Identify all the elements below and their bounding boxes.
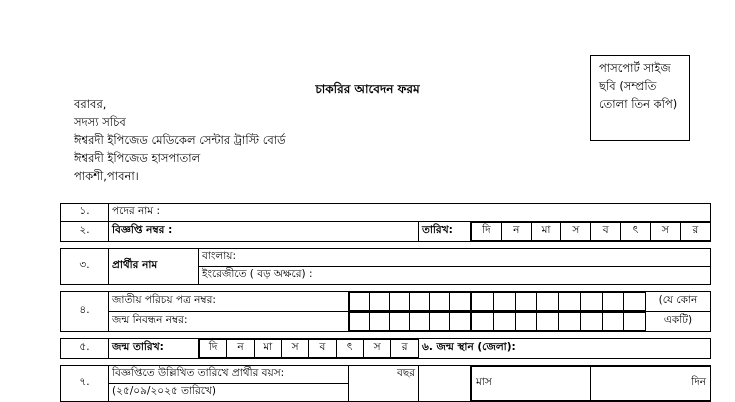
- row-age: [61, 366, 711, 384]
- form-title: চাকরির আবেদন ফরম: [315, 82, 420, 96]
- name-bangla-label: বাংলায়:: [202, 250, 236, 262]
- age-date-note: (২৫/০৯/২০২৫ তারিখে): [109, 384, 349, 402]
- post-name-label: পদের নাম :: [112, 205, 160, 217]
- date-cell[interactable]: ন: [501, 223, 531, 241]
- post-name-field[interactable]: [109, 204, 711, 222]
- row-num: ২.: [61, 222, 109, 242]
- row-circular: [61, 222, 711, 242]
- row-post-name: [61, 204, 711, 222]
- age-month-label[interactable]: মাস: [472, 367, 591, 401]
- row-num: ৪.: [61, 292, 109, 332]
- age-day-label[interactable]: দিন: [591, 367, 710, 401]
- age-label: বিজ্ঞপ্তিতে উল্লিখিত তারিখে প্রার্থীর বয়স:: [109, 366, 349, 384]
- name-english-field[interactable]: [199, 267, 711, 285]
- date-cell[interactable]: স: [650, 223, 680, 241]
- row-num: ৩.: [61, 249, 109, 285]
- dob-cell[interactable]: মা: [254, 340, 281, 358]
- birthplace-label: ৬. জন্ম স্থান (জেলা):: [422, 341, 516, 353]
- dob-cell[interactable]: স: [363, 340, 390, 358]
- address-line-5: পাকশী,পাবনা।: [74, 169, 139, 183]
- nid-boxes-2[interactable]: [471, 292, 711, 312]
- date-cell[interactable]: স: [561, 223, 591, 241]
- name-bangla-field[interactable]: [199, 249, 711, 267]
- address-line-4: ঈশ্বরদী ইপিজেড হাসপাতাল: [74, 151, 201, 165]
- dob-label: জন্ম তারিখ:: [109, 339, 199, 359]
- age-year-field[interactable]: [349, 366, 419, 402]
- birth-reg-label: জন্ম নিবন্ধন নম্বর:: [109, 312, 349, 332]
- photo-box-line1: পাসপোর্ট সাইজ: [599, 61, 671, 75]
- row-applicant-name-bn: [61, 249, 711, 267]
- address-line-3: ঈশ্বরদী ইপিজেড মেডিকেল সেন্টার ট্রাস্টি বোর্ড: [74, 133, 286, 147]
- address-line-2: সদস্য সচিব: [74, 115, 126, 129]
- address-line-1: বরাবর,: [74, 97, 107, 111]
- nid-boxes[interactable]: [349, 292, 471, 312]
- circular-date-label: তারিখ:: [419, 222, 471, 242]
- dob-cell[interactable]: স: [281, 340, 308, 358]
- row-num: ৭.: [61, 366, 109, 402]
- date-cell[interactable]: মা: [531, 223, 561, 241]
- date-cell[interactable]: ব: [591, 223, 621, 241]
- nid-label: জাতীয় পরিচয় পত্র নম্বর:: [109, 292, 349, 312]
- photo-box-line3: তোলা তিন কপি): [599, 97, 678, 111]
- age-month-day-field: [471, 366, 711, 402]
- row-num: ৫.: [61, 339, 109, 359]
- row-birth-reg: [61, 312, 711, 332]
- either-one-note-2: একটি): [663, 314, 693, 326]
- dob-cell[interactable]: ন: [227, 340, 254, 358]
- birthplace-field[interactable]: [419, 339, 711, 359]
- name-english-label: ইংরেজীতে ( বড় অক্ষরে) :: [202, 268, 313, 280]
- dob-boxes: [199, 339, 419, 359]
- circular-number-field[interactable]: [109, 222, 419, 242]
- circular-number-label: বিজ্ঞপ্তি নম্বর :: [112, 224, 173, 236]
- row-nid: [61, 292, 711, 312]
- age-month-field[interactable]: [419, 366, 471, 402]
- birth-reg-boxes[interactable]: [349, 312, 471, 332]
- dob-cell[interactable]: ৎ: [336, 340, 363, 358]
- age-year-label: বছর: [397, 367, 415, 379]
- applicant-name-label: প্রার্থীর নাম: [109, 249, 199, 285]
- photo-box-line2: ছবি (সম্প্রতি: [599, 79, 657, 93]
- date-cell[interactable]: র: [680, 223, 710, 241]
- birth-reg-boxes-2[interactable]: [471, 312, 711, 332]
- dob-cell[interactable]: ব: [309, 340, 336, 358]
- date-cell[interactable]: দি: [472, 223, 502, 241]
- dob-cell[interactable]: র: [391, 340, 418, 358]
- row-dob: [61, 339, 711, 359]
- circular-date-boxes: [471, 222, 711, 242]
- application-form-table: [60, 203, 711, 402]
- dob-cell[interactable]: দি: [200, 340, 227, 358]
- date-cell[interactable]: ৎ: [621, 223, 651, 241]
- row-num: ১.: [61, 204, 109, 222]
- either-one-note: (যে কোন: [658, 294, 698, 306]
